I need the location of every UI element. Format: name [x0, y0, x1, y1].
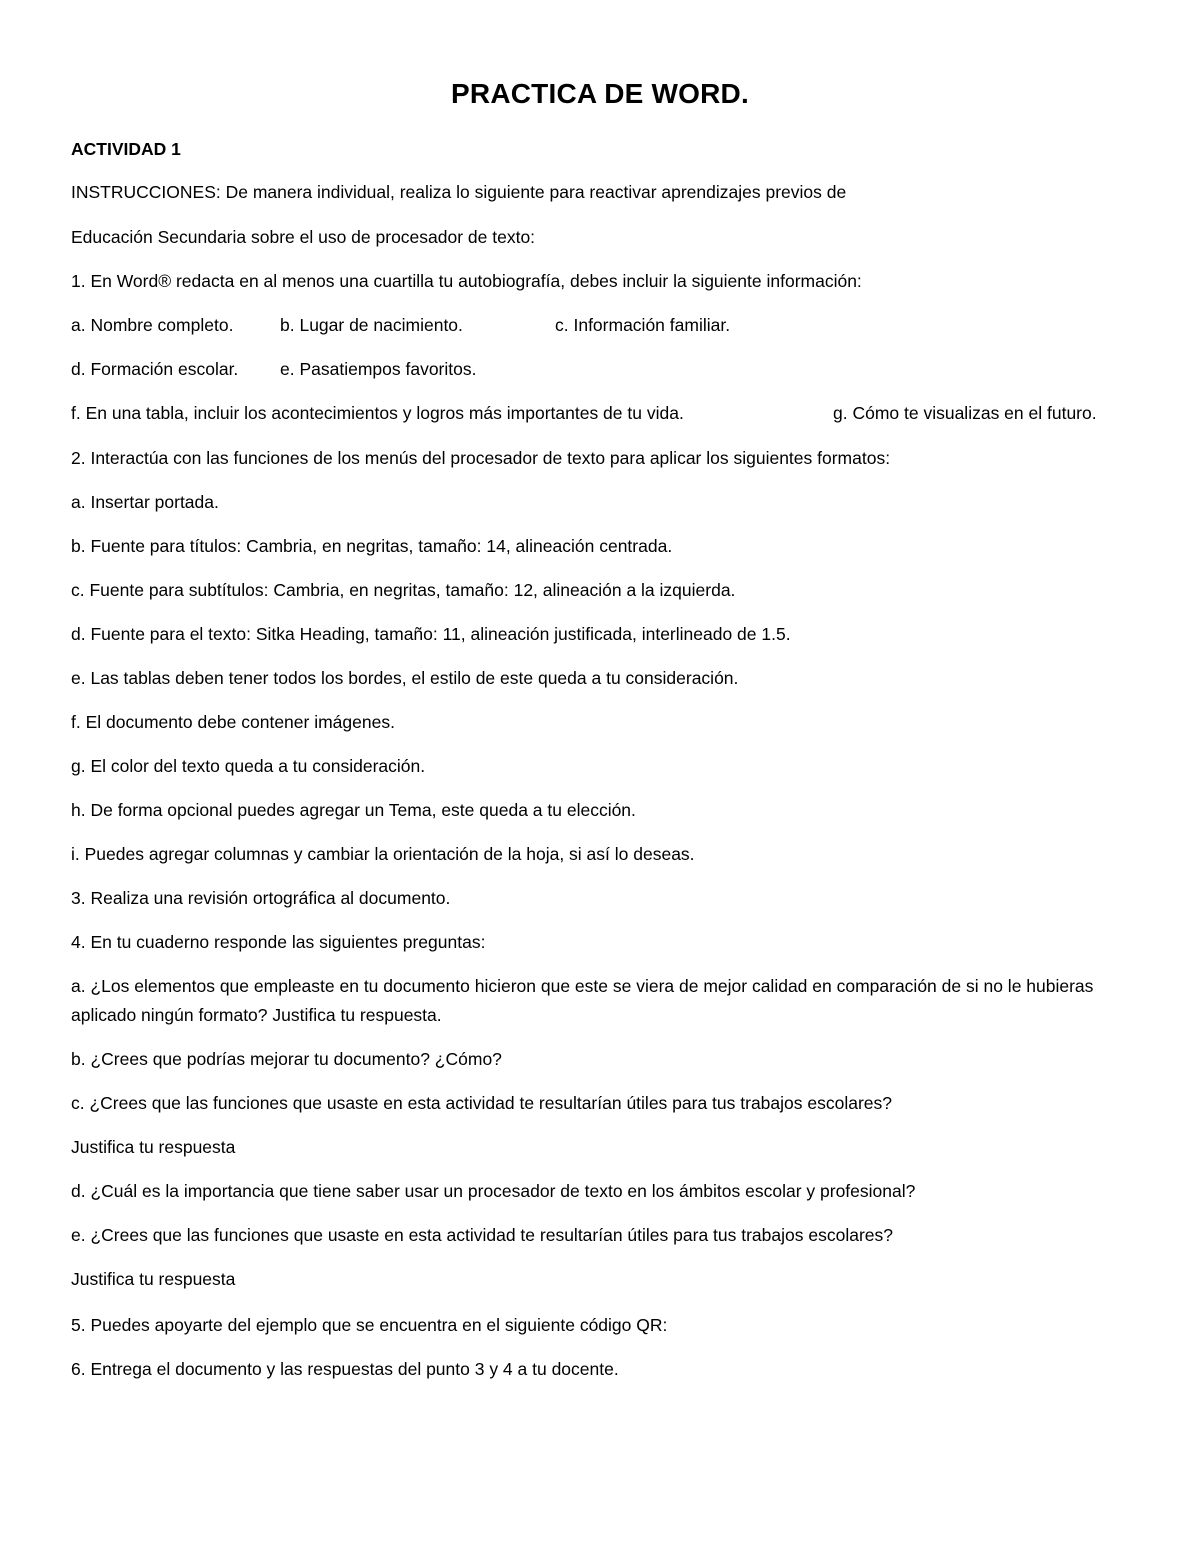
item-4-e: e. ¿Crees que las funciones que usaste en esta actividad te resultarían útiles para tus trabajos escolares? [71, 1225, 893, 1245]
item-4: 4. En tu cuaderno responde las siguientes preguntas: [71, 932, 486, 952]
item-2-f: f. El documento debe contener imágenes. [71, 712, 395, 732]
item-1-b: b. Lugar de nacimiento. [280, 315, 463, 335]
item-6: 6. Entrega el documento y las respuestas del punto 3 y 4 a tu docente. [71, 1359, 619, 1379]
item-1-a: a. Nombre completo. [71, 315, 234, 335]
item-1-f: f. En una tabla, incluir los acontecimientos y logros más importantes de tu vida. [71, 403, 684, 423]
item-5: 5. Puedes apoyarte del ejemplo que se encuentra en el siguiente código QR: [71, 1315, 668, 1335]
item-2-e: e. Las tablas deben tener todos los bordes, el estilo de este queda a tu consideración. [71, 668, 739, 688]
item-4-e-justify: Justifica tu respuesta [71, 1269, 236, 1289]
item-2-a: a. Insertar portada. [71, 492, 219, 512]
item-2: 2. Interactúa con las funciones de los menús del procesador de texto para aplicar los siguientes formatos: [71, 448, 891, 468]
item-2-g: g. El color del texto queda a tu consideración. [71, 756, 426, 776]
page-title: PRACTICA DE WORD. [451, 78, 749, 109]
item-2-c: c. Fuente para subtítulos: Cambria, en negritas, tamaño: 12, alineación a la izquierda. [71, 580, 736, 600]
item-3: 3. Realiza una revisión ortográfica al documento. [71, 888, 451, 908]
item-2-h: h. De forma opcional puedes agregar un Tema, este queda a tu elección. [71, 800, 636, 820]
item-4-c: c. ¿Crees que las funciones que usaste en esta actividad te resultarían útiles para tus trabajos escolares? [71, 1093, 893, 1113]
item-1: 1. En Word® redacta en al menos una cuartilla tu autobiografía, debes incluir la siguiente información: [71, 271, 862, 291]
item-2-b: b. Fuente para títulos: Cambria, en negritas, tamaño: 14, alineación centrada. [71, 536, 673, 556]
item-4-b: b. ¿Crees que podrías mejorar tu documento? ¿Cómo? [71, 1049, 502, 1069]
item-2-d: d. Fuente para el texto: Sitka Heading, tamaño: 11, alineación justificada, interlineado de 1.5. [71, 624, 791, 644]
instructions-line-2: Educación Secundaria sobre el uso de procesador de texto: [71, 227, 536, 247]
instructions-line-1: INSTRUCCIONES: De manera individual, realiza lo siguiente para reactivar aprendizajes previos de [71, 182, 847, 202]
activity-heading: ACTIVIDAD 1 [71, 139, 181, 159]
item-2-i: i. Puedes agregar columnas y cambiar la orientación de la hoja, si así lo deseas. [71, 844, 695, 864]
item-1-c: c. Información familiar. [555, 315, 731, 335]
item-1-g: g. Cómo te visualizas en el futuro. [833, 403, 1097, 423]
item-1-d: d. Formación escolar. [71, 359, 239, 379]
item-1-e: e. Pasatiempos favoritos. [280, 359, 477, 379]
item-4-d: d. ¿Cuál es la importancia que tiene saber usar un procesador de texto en los ámbitos escolar y profesional? [71, 1181, 916, 1201]
item-4-c-justify: Justifica tu respuesta [71, 1137, 236, 1157]
item-4-a: a. ¿Los elementos que empleaste en tu documento hicieron que este se viera de mejor calidad en comparación de si no le hubieras aplicado ningún formato? Justifica tu respuesta. [71, 976, 1094, 1025]
